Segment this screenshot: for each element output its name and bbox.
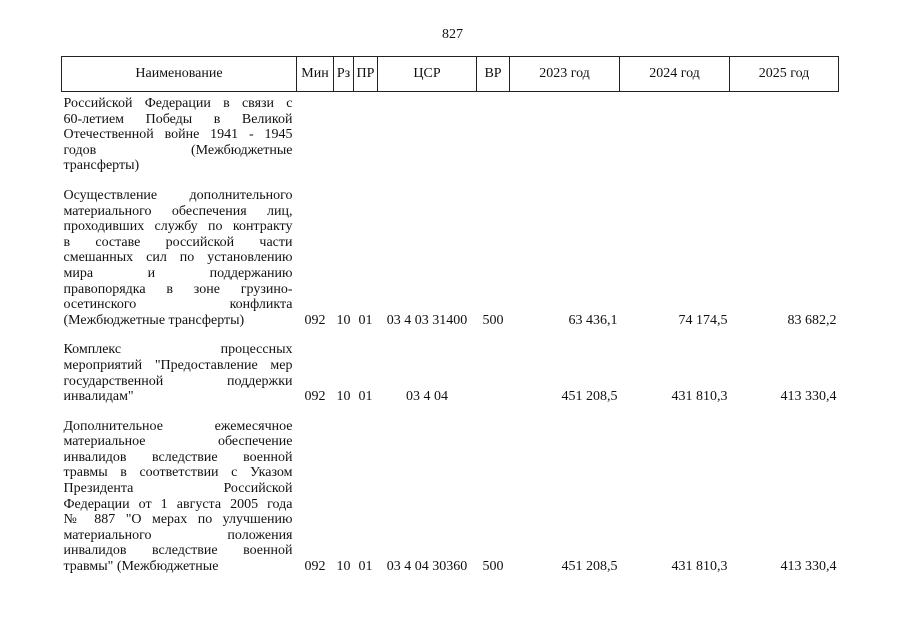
cell-rz [334, 92, 354, 174]
name-line: Федерации от 1 августа 2005 года [63, 496, 293, 512]
cell-2025 [730, 92, 839, 174]
name-line: Президента Российской [63, 481, 293, 497]
budget-table [61, 56, 839, 575]
cell-pr [354, 92, 378, 174]
header-name: Наименование [62, 57, 297, 92]
header-pr: ПР [354, 57, 378, 92]
cell-2025: 413 330,4 [780, 389, 837, 405]
name-line: осетинского конфликта [63, 297, 293, 313]
name-line: смешанных сил по установлению [63, 250, 293, 266]
name-line: Дополнительное ежемесячное [63, 418, 293, 434]
cell-min: 092 [304, 312, 326, 328]
name-line: мира и поддержанию [63, 265, 293, 281]
name-line: № 887 "О мерах по улучшению [63, 512, 293, 528]
name-line: трансферты) [63, 158, 140, 174]
cell-name [62, 174, 297, 328]
name-line: Отечественной войне 1941 - 1945 [63, 127, 293, 143]
cell-pr: 01 [358, 389, 373, 405]
cell-2023: 63 436,1 [568, 312, 618, 328]
cell-min: 092 [304, 559, 326, 575]
name-line: травмы" (Межбюджетные [63, 559, 219, 575]
cell-2024: 431 810,3 [671, 389, 728, 405]
cell-vr: 500 [482, 559, 504, 575]
name-line: Комплекс процессных [63, 342, 293, 358]
cell-csr [378, 92, 477, 174]
table-row [62, 405, 839, 575]
name-line: материальное обеспечение [63, 434, 293, 450]
cell-2023 [510, 92, 620, 174]
name-line: правопорядка в зоне грузино- [63, 281, 293, 297]
name-line: инвалидов вследствие военной [63, 543, 293, 559]
name-line: государственной поддержки [63, 373, 293, 389]
name-line: проходивших службу по контракту [63, 219, 293, 235]
table-row [62, 328, 839, 404]
header-min: Мин [297, 57, 334, 92]
cell-min [297, 92, 334, 174]
table-header-row [62, 57, 839, 92]
cell-csr: 03 4 03 31400 [386, 312, 468, 328]
cell-2025: 83 682,2 [787, 312, 837, 328]
cell-name [62, 92, 297, 174]
name-line: Российской Федерации в связи с [63, 96, 293, 111]
header-2024: 2024 год [620, 57, 730, 92]
cell-vr [477, 92, 510, 174]
cell-2023: 451 208,5 [561, 559, 618, 575]
cell-name [62, 328, 297, 404]
cell-rz: 10 [336, 559, 351, 575]
cell-pr: 01 [358, 312, 373, 328]
table-row [62, 174, 839, 328]
name-line: 60-летием Победы в Великой [63, 111, 293, 127]
cell-rz: 10 [336, 389, 351, 405]
cell-csr: 03 4 04 30360 [386, 559, 468, 575]
header-2025: 2025 год [730, 57, 839, 92]
cell-2024: 74 174,5 [678, 312, 728, 328]
cell-name [62, 405, 297, 575]
name-line: в составе российской части [63, 234, 293, 250]
name-line: мероприятий "Предоставление мер [63, 357, 293, 373]
header-rz: Рз [334, 57, 354, 92]
name-line: годов (Межбюджетные [63, 142, 293, 158]
header-vr: ВР [477, 57, 510, 92]
cell-min: 092 [304, 389, 326, 405]
name-line: инвалидам" [63, 389, 134, 405]
page-number: 827 [442, 27, 463, 42]
cell-vr [477, 328, 510, 404]
header-csr: ЦСР [378, 57, 477, 92]
name-line: Осуществление дополнительного [63, 187, 293, 203]
cell-2023: 451 208,5 [561, 389, 618, 405]
name-line: материального обеспечения лиц, [63, 203, 293, 219]
cell-pr: 01 [358, 559, 373, 575]
name-line: материального положения [63, 527, 293, 543]
name-line: инвалидов вследствие военной [63, 449, 293, 465]
cell-rz: 10 [336, 312, 351, 328]
cell-vr: 500 [482, 312, 504, 328]
header-2023: 2023 год [510, 57, 620, 92]
table-row [62, 92, 839, 174]
cell-2024: 431 810,3 [671, 559, 728, 575]
name-line: (Межбюджетные трансферты) [63, 312, 245, 328]
cell-2024 [620, 92, 730, 174]
name-line: травмы в соответствии с Указом [63, 465, 293, 481]
cell-csr: 03 4 04 [406, 389, 448, 405]
cell-2025: 413 330,4 [780, 559, 837, 575]
